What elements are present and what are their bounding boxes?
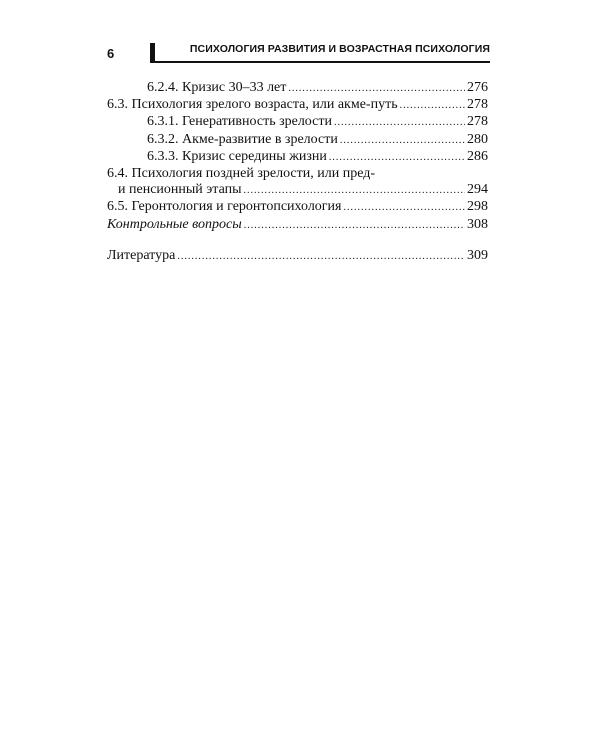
- table-of-contents: [107, 80, 488, 265]
- toc-entry-page: 280: [467, 131, 488, 147]
- toc-entry-literature[interactable]: [107, 248, 488, 265]
- toc-leader-dots: [400, 98, 465, 114]
- toc-entry-title: Литература: [107, 247, 176, 263]
- toc-entry-title: 6.3.1. Генеративность зрелости: [147, 114, 332, 130]
- toc-leader-dots: [329, 150, 465, 166]
- running-title: ПСИХОЛОГИЯ РАЗВИТИЯ И ВОЗРАСТНАЯ ПСИХОЛОГИЯ: [189, 43, 490, 55]
- header-rule: [150, 61, 490, 63]
- toc-entry-page: 278: [467, 114, 488, 130]
- toc-entry-6-5[interactable]: [107, 199, 488, 216]
- page-header: [107, 40, 490, 66]
- toc-entry-page: 276: [467, 80, 488, 95]
- toc-entry-6-3-3[interactable]: [107, 149, 488, 166]
- toc-leader-dots: [340, 133, 465, 149]
- toc-leader-dots: [244, 218, 465, 234]
- toc-entry-title: 6.2.4. Кризис 30–33 лет: [147, 80, 287, 95]
- toc-spacer: [107, 234, 488, 248]
- toc-entry-page: 278: [467, 97, 488, 113]
- page-number: 6: [107, 46, 115, 61]
- toc-entry-title-line2: и пенсионный этапы: [118, 182, 242, 198]
- toc-entry-page: 308: [467, 216, 488, 232]
- toc-entry-title: 6.5. Геронтология и геронтопсихология: [107, 199, 342, 215]
- toc-entry-page: 286: [467, 148, 488, 164]
- toc-entry-6-3-2[interactable]: [107, 132, 488, 149]
- toc-leader-dots: [177, 249, 465, 265]
- toc-leader-dots: [334, 115, 465, 131]
- header-bar-marker: [150, 43, 155, 63]
- toc-entry-page: 309: [467, 247, 488, 263]
- toc-entry-page: 298: [467, 199, 488, 215]
- toc-entry-6-3-1[interactable]: [107, 114, 488, 131]
- toc-entry-title: 6.3.3. Кризис середины жизни: [147, 148, 327, 164]
- toc-entry-6-2-4[interactable]: [107, 80, 488, 97]
- toc-entry-6-3[interactable]: [107, 97, 488, 114]
- toc-entry-6-4[interactable]: [107, 166, 488, 199]
- toc-entry-title-line1: 6.4. Психология поздней зрелости, или пред-: [107, 166, 376, 182]
- toc-leader-dots: [343, 200, 465, 216]
- toc-leader-dots: [288, 81, 465, 97]
- toc-entry-title: 6.3. Психология зрелого возраста, или акме-путь: [107, 97, 398, 113]
- toc-entry-review-questions[interactable]: [107, 217, 488, 234]
- toc-leader-dots: [244, 183, 465, 199]
- toc-entry-title: Контрольные вопросы: [107, 216, 242, 232]
- toc-entry-page: 294: [467, 182, 488, 198]
- toc-entry-title: 6.3.2. Акме-развитие в зрелости: [147, 131, 338, 147]
